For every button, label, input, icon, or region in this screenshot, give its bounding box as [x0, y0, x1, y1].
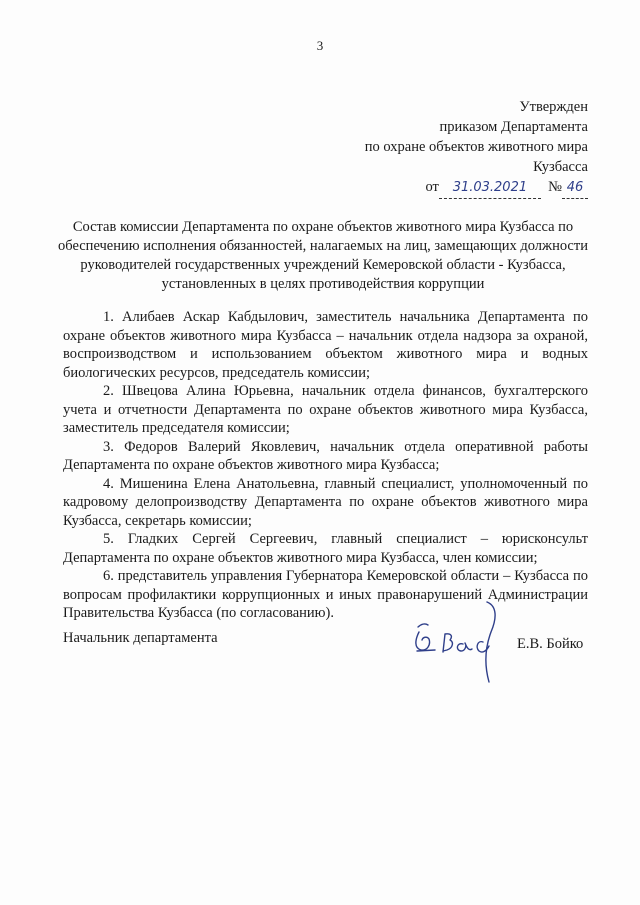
- list-item: 3. Федоров Валерий Яковлевич, начальник отдела оперативной работы Департамента по охране объектов животного мира Кузбасса;: [63, 438, 588, 473]
- approval-date-row: [365, 177, 588, 199]
- approval-line-1: Утвержден: [519, 99, 588, 115]
- approval-date: 31.03.2021: [452, 180, 528, 195]
- approval-number: 46: [566, 180, 584, 195]
- approval-block: [365, 97, 588, 199]
- number-prefix: №: [548, 179, 562, 195]
- list-item: 5. Гладких Сергей Сергеевич, главный специалист – юрисконсульт Департамента по охране объектов животного мира Кузбасса, член комиссии;: [63, 531, 588, 566]
- approval-line-3: по охране объектов животного мира: [364, 139, 588, 155]
- page-number: 3: [316, 38, 324, 53]
- date-prefix: от: [425, 179, 439, 195]
- approval-line-4: Кузбасса: [533, 159, 588, 175]
- commission-list: [63, 308, 588, 623]
- handwritten-signature: [405, 590, 505, 690]
- signatory-name: Е.В. Бойко: [517, 636, 584, 652]
- approval-line-2: приказом Департамента: [439, 119, 588, 135]
- list-item: 2. Швецова Алина Юрьевна, начальник отдела финансов, бухгалтерского учета и отчетности Департамента по охране объектов животного мира Кузбасса, заместитель председателя комиссии;: [63, 383, 588, 436]
- list-item: 1. Алибаев Аскар Кабдылович, заместитель начальника Департамента по охране объектов животного мира Кузбасса – начальник отдела надзора за охраной, воспроизводством и использованием объектом животного мира и водных биологических ресурсов, председатель комиссии;: [63, 309, 588, 381]
- list-item: 4. Мишенина Елена Анатольевна, главный специалист, уполномоченный по кадровому делопроизводству Департамента по охране объектов животного мира Кузбасса, секретарь комиссии;: [63, 475, 588, 529]
- list-item: 6. представитель управления Губернатора Кемеровской области – Кузбасса по вопросам профилактики коррупционных и иных правонарушений Администрации Правительства Кузбасса (по согласованию).: [63, 568, 588, 621]
- document-title: Состав комиссии Департамента по охране объектов животного мира Кузбасса по обеспечению исполнения обязанностей, налагаемых на лиц, замещающих должности руководителей государственных учреждений Кемеровской области - Кузбасса, установленных в целях противодействия коррупции: [58, 219, 588, 292]
- signatory-position: Начальник департамента: [63, 630, 218, 646]
